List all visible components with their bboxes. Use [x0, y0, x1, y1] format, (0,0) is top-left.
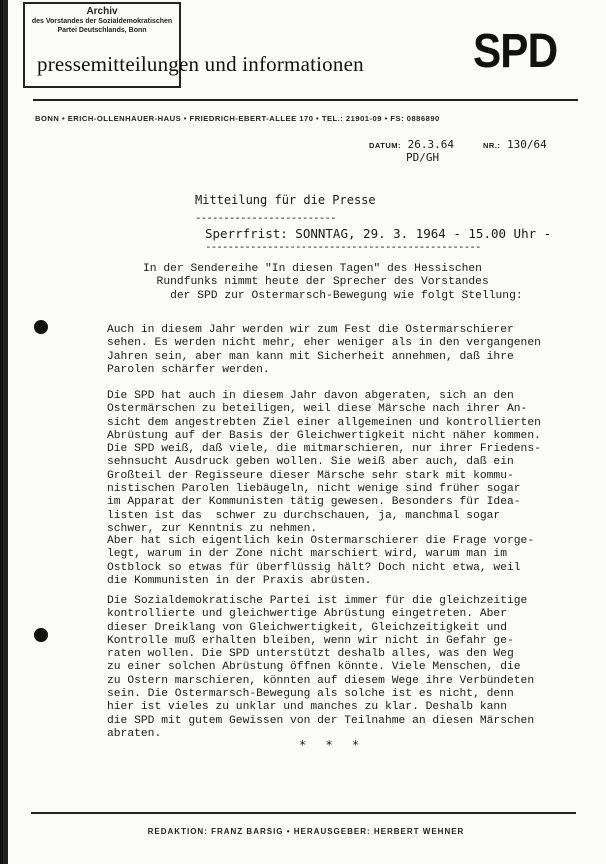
body-paragraph: Aber hat sich eigentlich kein Ostermarschierer die Frage vorge- legt, warum in der Zone nicht marschiert wird, warum man im Ostblock so etwas für überflüssig hält? Doch nicht etwa, weil die Kommunisten in der Praxis abrüsten.: [107, 535, 535, 587]
intro-paragraph: In der Sendereihe "In diesen Tagen" des Hessischen Rundfunks nimmt heute der Sprecher des Vorstandes der SPD zur Ostermarsch-Bewegung wie folgt Stellung:: [143, 263, 523, 302]
release-heading: Mitteilung für die Presse: [195, 193, 376, 207]
end-mark: * * *: [299, 738, 366, 752]
masthead-title: pressemitteilungen und informationen: [37, 52, 364, 76]
date-value: 26.3.64: [407, 138, 455, 151]
footer-rule: [31, 812, 576, 814]
punch-hole: [34, 320, 48, 334]
body-paragraph: Auch in diesem Jahr werden wir zum Fest die Ostermarschierer sehen. Es werden nicht mehr, eher weniger als in den vergangenen Jahren sein, aber man kann mit Sicherheit annehmen, daß ihre Parolen schärfer werden.: [107, 324, 541, 376]
number-label: NR.:: [483, 141, 501, 150]
date-label: DATUM:: [369, 141, 402, 150]
date-field: [369, 138, 454, 151]
address-line: BONN • ERICH-OLLENHAUER-HAUS • FRIEDRICH-EBERT-ALLEE 170 • TEL.: 21901-09 • FS: 0886890: [35, 114, 440, 123]
embargo-underline: -------------------------------------------------: [205, 240, 481, 253]
number-field: [483, 138, 547, 151]
body-paragraph: Die SPD hat auch in diesem Jahr davon abgeraten, sich an den Ostermärschen zu beteiligen, weil diese Märsche nach ihrer An- sicht dem angestrebten Ziel einer allgemeinen und kontrollierten Abrüstung auf der Basis der Gleichwertigkeit nicht näher kommen. Die SPD weiß, daß viele, die mitmarschieren, nur ihrer Friedens- sehnsucht Ausdruck geben wollen. Sie weiß aber auch, daß ein Großteil der Regisseure dieser Märsche sehr stark mit kommu- nistischen Parolen liebäugeln, nicht wenige sind früher sogar im Apparat der Kommunisten tätig gewesen. Besonders für Idea- listen ist das schwer zu durchschauen, ja, manchmal sogar schwer, zur Kenntnis zu nehmen.: [107, 390, 541, 535]
archive-stamp-line: Partei Deutschlands, Bonn: [57, 27, 147, 34]
heading-underline: -------------------------: [195, 211, 336, 224]
scan-edge: [3, 0, 8, 864]
embargo-line: Sperrfrist: SONNTAG, 29. 3. 1964 - 15.00 Uhr -: [205, 226, 552, 241]
body-paragraph: Die Sozialdemokratische Partei ist immer für die gleichzeitige kontrollierte und gleichwertige Abrüstung eingetreten. Aber dieser Dreiklang von Gleichwertigkeit, Gleichzeitigkeit und Kontrolle muß erhalten bleiben, wenn wir nicht in Gefahr ge- raten wollen. Die SPD unterstützt deshalb alles, was den Weg zu einer solchen Abrüstung öffnen könnte. Viele Menschen, die zu Ostern marschieren, könnten auf diesem Wege ihre Verbündeten sein. Die Ostermarsch-Bewegung als solche ist es nicht, denn hier ist vieles zu unklar und manches zu klar. Deshalb kann die SPD mit gutem Gewissen von der Teilnahme an diesen Märschen abraten.: [107, 595, 535, 740]
archive-stamp-line: des Vorstandes der Sozialdemokratischen: [31, 18, 173, 25]
number-value: 130/64: [507, 138, 547, 151]
header-rule: [33, 99, 578, 101]
reference-code: PD/GH: [406, 151, 440, 164]
archive-stamp-title: Archiv: [86, 6, 118, 17]
punch-hole: [34, 628, 48, 642]
spd-logo: SPD: [473, 25, 558, 78]
footer-credits: REDAKTION: FRANZ BARSIG • HERAUSGEBER: HERBERT WEHNER: [147, 827, 465, 836]
